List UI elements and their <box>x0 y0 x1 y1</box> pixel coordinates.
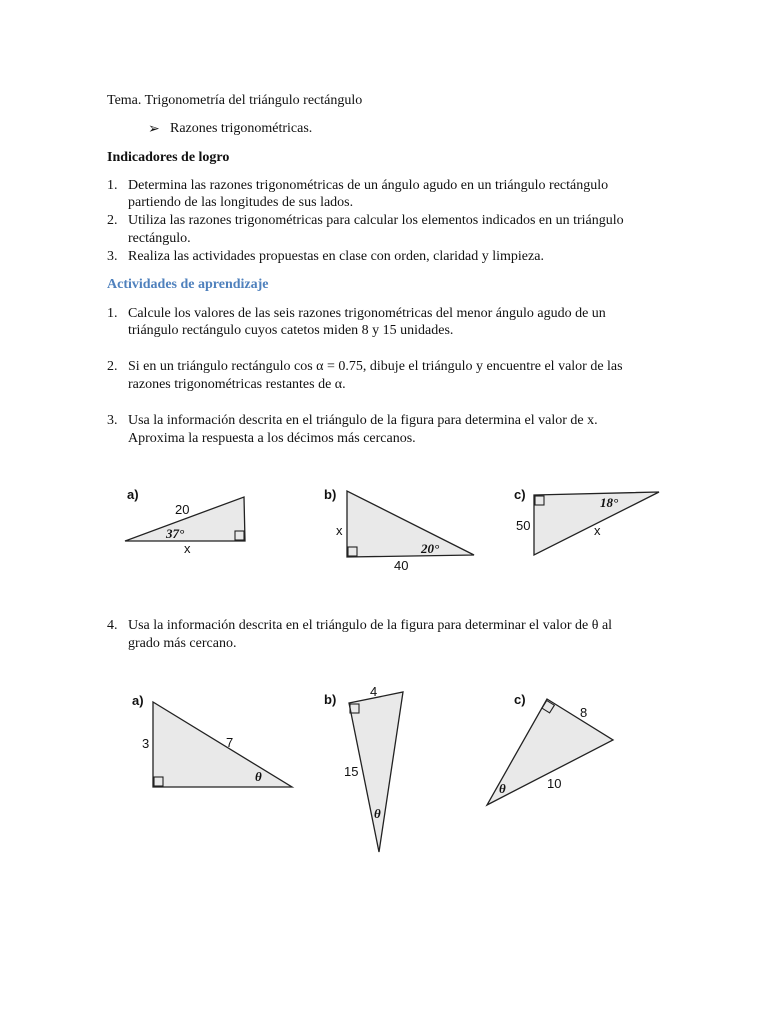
indicators-heading: Indicadores de logro <box>107 150 230 165</box>
side-label: x <box>594 523 601 538</box>
figure-label: a) <box>127 487 139 502</box>
indicator-line: partiendo de las longitudes de sus lados. <box>128 195 354 210</box>
figure-q3c <box>514 487 659 555</box>
indicator-number: 2. <box>107 213 118 228</box>
topic-title: Tema. Trigonometría del triángulo rectángulo <box>107 93 363 108</box>
question-line: Aproxima la respuesta a los décimos más cercanos. <box>128 431 416 446</box>
angle-label: θ <box>255 769 262 784</box>
figure-q4c <box>487 692 613 805</box>
figure-label: a) <box>132 693 144 708</box>
side-label: x <box>184 541 191 556</box>
indicator-line: rectángulo. <box>128 231 191 246</box>
indicator-line: Determina las razones trigonométricas de un ángulo agudo en un triángulo rectángulo <box>128 178 609 193</box>
angle-label: 18° <box>600 495 619 510</box>
angle-label: 37° <box>166 526 185 541</box>
question-number: 3. <box>107 413 118 428</box>
angle-label: θ <box>374 806 381 821</box>
side-label: 10 <box>547 776 562 791</box>
activities-heading: Actividades de aprendizaje <box>107 277 269 292</box>
indicator-number: 3. <box>107 249 118 264</box>
subtopic: Razones trigonométricas. <box>170 121 313 136</box>
triangle-shape <box>347 491 474 557</box>
question-line: Calcule los valores de las seis razones trigonométricas del menor ángulo agudo de un <box>128 306 606 321</box>
side-label: 8 <box>580 705 588 720</box>
side-label: 50 <box>516 518 531 533</box>
angle-label: 20° <box>421 541 440 556</box>
side-label: x <box>336 523 343 538</box>
question-number: 1. <box>107 306 118 321</box>
indicator-line: Realiza las actividades propuestas en clase con orden, claridad y limpieza. <box>128 249 544 264</box>
figure-label: b) <box>324 487 337 502</box>
question-number: 2. <box>107 359 118 374</box>
figure-label: c) <box>514 692 526 707</box>
figure-q3a <box>125 487 245 556</box>
indicator-number: 1. <box>107 178 118 193</box>
question-line: Usa la información descrita en el triángulo de la figura para determina el valor de x. <box>128 413 598 428</box>
question-line: Usa la información descrita en el triángulo de la figura para determinar el valor de θ al <box>128 618 613 633</box>
arrow-bullet-icon: ➢ <box>148 122 160 137</box>
question-number: 4. <box>107 618 118 633</box>
side-label: 7 <box>226 735 234 750</box>
figure-label: c) <box>514 487 526 502</box>
indicator-line: Utiliza las razones trigonométricas para calcular los elementos indicados en un triángulo <box>128 213 624 228</box>
angle-label: θ <box>499 781 506 796</box>
question-line: grado más cercano. <box>128 636 237 651</box>
side-label: 40 <box>394 558 409 573</box>
question-line: triángulo rectángulo cuyos catetos miden 8 y 15 unidades. <box>128 323 454 338</box>
triangle-shape <box>153 702 292 787</box>
figure-label: b) <box>324 692 337 707</box>
side-label: 15 <box>344 764 359 779</box>
figure-q4a <box>132 693 292 787</box>
figure-q3b <box>324 487 474 573</box>
question-line: razones trigonométricas restantes de α. <box>128 377 346 392</box>
figure-q4b <box>324 684 403 852</box>
side-label: 4 <box>370 684 378 699</box>
side-label: 20 <box>175 502 190 517</box>
question-line: Si en un triángulo rectángulo cos α = 0.75, dibuje el triángulo y encuentre el valor de las <box>128 359 623 374</box>
side-label: 3 <box>142 736 150 751</box>
